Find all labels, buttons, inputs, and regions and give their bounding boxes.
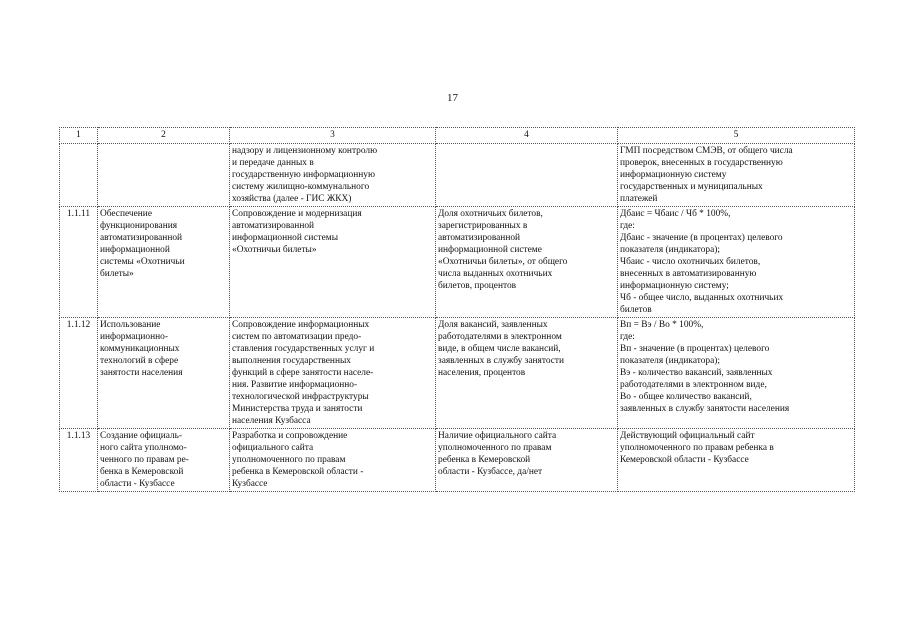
cell-line: Чбаис - число охотничьих билетов, (620, 257, 761, 267)
cell-line: информационную систему (620, 170, 727, 180)
cell-line: уполномоченного по правам (232, 455, 346, 465)
cell-line: зарегистрированных в (438, 221, 528, 231)
table-row (60, 207, 855, 318)
cell-description (230, 318, 436, 429)
cell-line: уполномоченного по правам ребенка в (620, 443, 774, 453)
cell-line: билетов, процентов (438, 281, 517, 291)
cell-line: платежей (620, 194, 658, 204)
cell-line: информационной (100, 245, 170, 255)
table-row (60, 318, 855, 429)
cell-line: функционирования (100, 221, 178, 231)
cell-line: заявленных в службу занятости (438, 356, 565, 366)
cell-description (230, 429, 436, 492)
cell-line: билеты» (100, 269, 134, 279)
cell-line: информационно- (100, 332, 168, 342)
cell-line: и передаче данных в (232, 158, 314, 168)
page-number: 17 (447, 92, 458, 104)
cell-line: внесенных в автоматизированную (620, 269, 757, 279)
cell-line: Доля охотничьих билетов, (438, 209, 543, 219)
cell-line: ния. Развитие информационно- (232, 380, 358, 390)
cell-name (98, 429, 230, 492)
cell-num (60, 144, 98, 207)
cell-line: Наличие официального сайта (438, 431, 557, 441)
cell-line: ного сайта уполномо- (100, 443, 187, 453)
cell-line: Доля вакансий, заявленных (438, 320, 548, 330)
cell-line: Вп = Вэ / Во * 100%, (620, 320, 704, 330)
cell-line: Обеспечение (100, 209, 152, 219)
cell-name (98, 144, 230, 207)
cell-num: 1.1.13 (60, 429, 98, 492)
cell-line: Во - общее количество вакансий, (620, 392, 752, 402)
cell-line: Использование (100, 320, 161, 330)
cell-line: ставления государственных услуг и (232, 344, 375, 354)
cell-line: автоматизированной (232, 221, 315, 231)
cell-indicator (436, 144, 618, 207)
cell-line: информационную систему; (620, 281, 729, 291)
cell-line: билетов (620, 305, 652, 315)
cell-line: выполнения государственных (232, 356, 351, 366)
cell-line: Вп - значение (в процентах) целевого (620, 344, 770, 354)
cell-line: где: (620, 332, 635, 342)
cell-formula (618, 207, 855, 318)
cell-line: Дбаис = Чбаис / Чб * 100%, (620, 209, 731, 219)
cell-line: заявленных в службу занятости населения (620, 404, 790, 414)
cell-line: населения, процентов (438, 368, 526, 378)
cell-num: 1.1.11 (60, 207, 98, 318)
cell-line: занятости населения (100, 368, 183, 378)
cell-line: уполномоченного по правам (438, 443, 552, 453)
cell-line: виде, в общем числе вакансий, (438, 344, 561, 354)
header-row (60, 128, 855, 144)
table-row (60, 144, 855, 207)
cell-indicator (436, 207, 618, 318)
header-cell-2: 2 (98, 128, 230, 144)
cell-name (98, 207, 230, 318)
cell-line: хозяйства (далее - ГИС ЖКХ) (232, 194, 352, 204)
header-cell-5: 5 (618, 128, 855, 144)
header-cell-3: 3 (230, 128, 436, 144)
cell-line: Кузбассе (232, 479, 268, 489)
cell-line: Сопровождение информационных (232, 320, 370, 330)
cell-line: систему жилищно-коммунального (232, 182, 370, 192)
cell-line: Вэ - количество вакансий, заявленных (620, 368, 773, 378)
cell-line: информационной системе (438, 245, 542, 255)
cell-line: ребенка в Кемеровской области - (232, 467, 364, 477)
cell-indicator (436, 318, 618, 429)
cell-line: официального сайта (232, 443, 314, 453)
cell-line: надзору и лицензионному контролю (232, 146, 378, 156)
cell-line: населения Кузбасса (232, 416, 311, 426)
cell-line: Дбаис - значение (в процентах) целевого (620, 233, 783, 243)
cell-line: ребенка в Кемеровской (438, 455, 531, 465)
cell-line: систем по автоматизации предо- (232, 332, 362, 342)
cell-line: государственную информационную (232, 170, 375, 180)
cell-line: Министерства труда и занятости (232, 404, 363, 414)
cell-line: Разработка и сопровождение (232, 431, 348, 441)
cell-line: области - Кузбассе, да/нет (438, 467, 543, 477)
cell-line: Сопровождение и модернизация (232, 209, 362, 219)
cell-line: автоматизированной (100, 233, 183, 243)
cell-line: коммуникационных (100, 344, 180, 354)
cell-line: «Охотничьи билеты» (232, 245, 317, 255)
cell-line: функций в сфере занятости населе- (232, 368, 374, 378)
cell-line: автоматизированной (438, 233, 521, 243)
cell-line: Создание официаль- (100, 431, 183, 441)
cell-line: технологической инфраструктуры (232, 392, 369, 402)
cell-line: ченного по правам ре- (100, 455, 189, 465)
cell-line: показателя (индикатора); (620, 245, 721, 255)
cell-line: ГМП посредством СМЭВ, от общего числа (620, 146, 793, 156)
cell-description (230, 207, 436, 318)
cell-line: числа выданных охотничьих (438, 269, 553, 279)
cell-line: информационной системы (232, 233, 339, 243)
cell-indicator (436, 429, 618, 492)
cell-formula (618, 318, 855, 429)
cell-line: показателя (индикатора); (620, 356, 721, 366)
cell-line: Кемеровской области - Кузбассе (620, 455, 749, 465)
cell-line: области - Кузбассе (100, 479, 175, 489)
cell-line: работодателями в электронном виде, (620, 380, 767, 390)
cell-line: государственных и муниципальных (620, 182, 763, 192)
cell-line: «Охотничьи билеты», от общего (438, 257, 568, 267)
cell-formula (618, 429, 855, 492)
cell-line: бенка в Кемеровской (100, 467, 184, 477)
cell-line: проверок, внесенных в государственную (620, 158, 783, 168)
cell-line: системы «Охотничьи (100, 257, 185, 267)
cell-line: работодателями в электронном (438, 332, 562, 342)
program-table (59, 127, 855, 492)
cell-formula (618, 144, 855, 207)
header-cell-4: 4 (436, 128, 618, 144)
cell-line: Действующий официальный сайт (620, 431, 755, 441)
header-cell-1: 1 (60, 128, 98, 144)
cell-line: технологий в сфере (100, 356, 179, 366)
cell-line: Чб - общее число, выданных охотничьих (620, 293, 784, 303)
cell-line: где: (620, 221, 635, 231)
table-row (60, 429, 855, 492)
cell-description (230, 144, 436, 207)
cell-num: 1.1.12 (60, 318, 98, 429)
cell-name (98, 318, 230, 429)
